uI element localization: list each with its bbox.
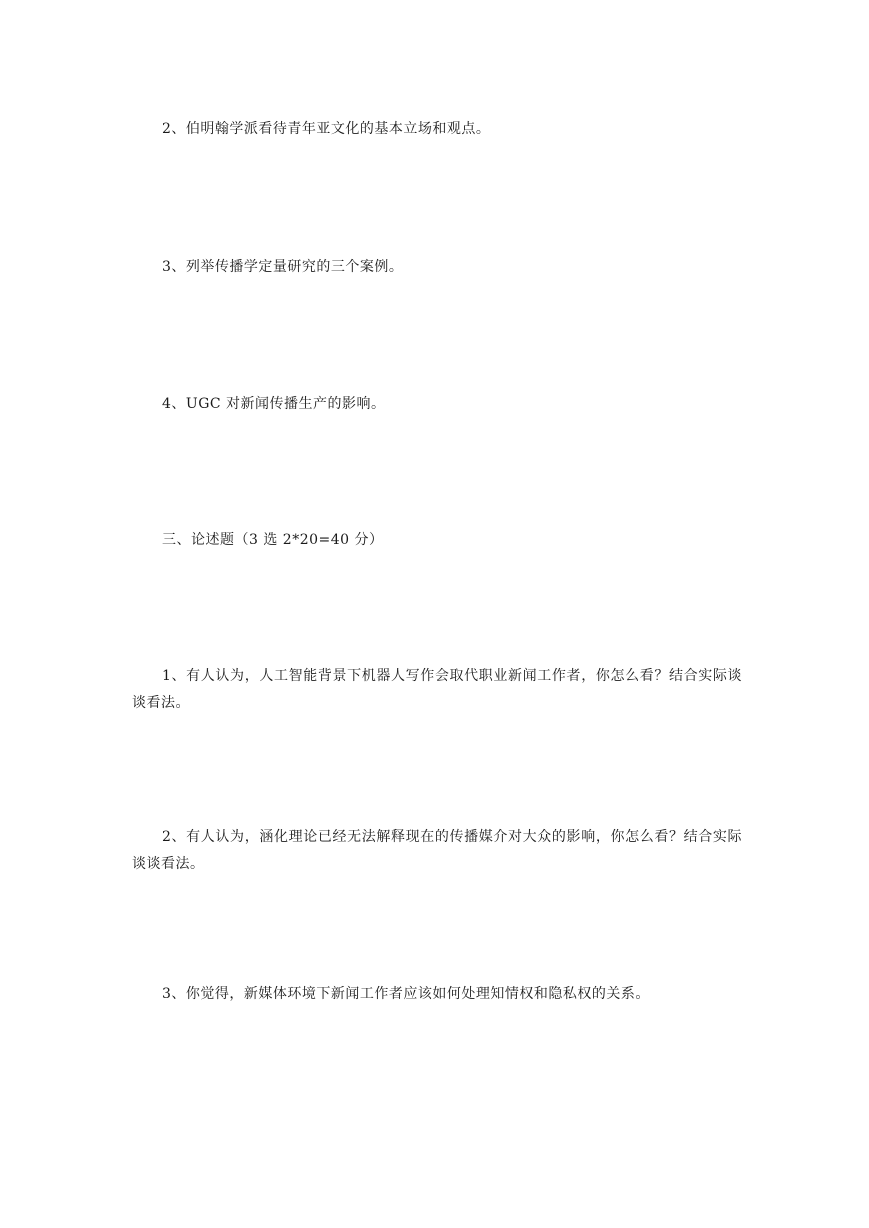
question-short-4: 4、UGC 对新闻传播生产的影响。: [162, 396, 386, 412]
question-short-2: 2、伯明翰学派看待青年亚文化的基本立场和观点。: [162, 121, 491, 137]
question-short-3: 3、列举传播学定量研究的三个案例。: [162, 259, 404, 275]
section-heading-essay: 三、论述题（3 选 2*20=40 分）: [162, 532, 384, 548]
essay-question-2: 2、有人认为，涵化理论已经无法解释现在的传播媒介对大众的影响，你怎么看？结合实际谈谈看法。: [132, 829, 742, 872]
essay-question-1: 1、有人认为，人工智能背景下机器人写作会取代职业新闻工作者，你怎么看？结合实际谈谈看法。: [132, 668, 742, 711]
essay-question-3: 3、你觉得，新媒体环境下新闻工作者应该如何处理知情权和隐私权的关系。: [162, 986, 650, 1002]
